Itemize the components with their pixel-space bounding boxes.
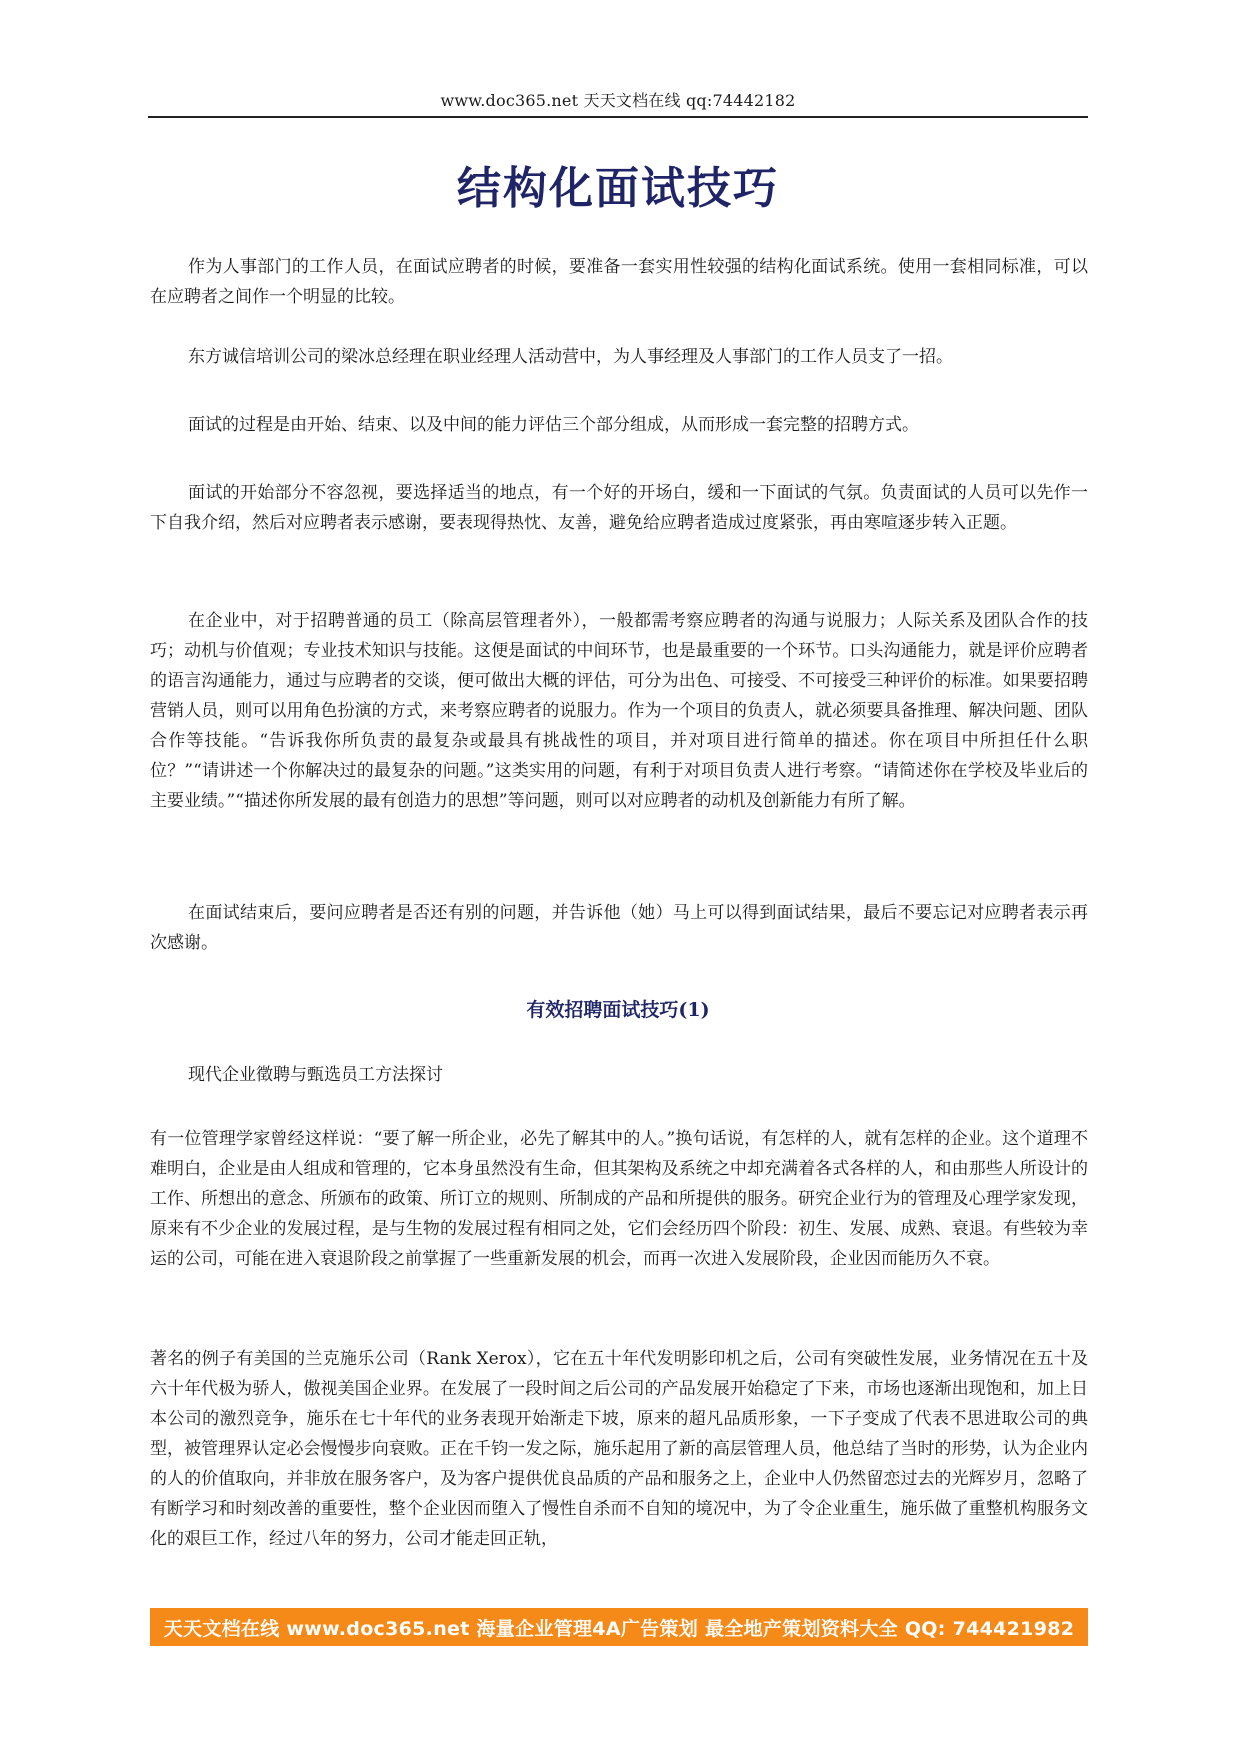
paragraph-management: 有一位管理学家曾经这样说：“要了解一所企业，必先了解其中的人。”换句话说，有怎样的人，就有怎样的企业。这个道理不难明白，企业是由人组成和管理的，它本身虽然没有生命，但其架构及系统之中却充满着各式各样的人，和由那些人所设计的工作、所想出的意念、所颁布的政策、所订立的规则、所制成的产品和所提供的服务。研究企业行为的管理及心理学家发现，原来有不少企业的发展过程，是与生物的发展过程有相同之处，它们会经历四个阶段：初生、发展、成熟、衰退。有些较为幸运的公司，可能在进入衰退阶段之前掌握了一些重新发展的机会，而再一次进入发展阶段，企业因而能历久不衰。: [150, 1129, 1088, 1269]
paragraph-trainer: 东方诚信培训公司的梁冰总经理在职业经理人活动营中，为人事经理及人事部门的工作人员支了一招。: [188, 347, 953, 367]
paragraph-opening: 面试的开始部分不容忽视，要选择适当的地点，有一个好的开场白，缓和一下面试的气氛。负责面试的人员可以先作一下自我介绍，然后对应聘者表示感谢，要表现得热忱、友善，避免给应聘者造成过度紧张，再由寒喧逐步转入正题。: [150, 483, 1088, 533]
paragraph-intro: 作为人事部门的工作人员，在面试应聘者的时候，要准备一套实用性较强的结构化面试系统。使用一套相同标准，可以在应聘者之间作一个明显的比较。: [150, 257, 1088, 307]
paragraph-middle: 在企业中，对于招聘普通的员工（除高层管理者外），一般都需考察应聘者的沟通与说服力；人际关系及团队合作的技巧；动机与价值观；专业技术知识与技能。这便是面试的中间环节，也是最重要的一个环节。口头沟通能力，就是评价应聘者的语言沟通能力，通过与应聘者的交谈，便可做出大概的评估，可分为出色、可接受、不可接受三种评价的标准。如果要招聘营销人员，则可以用角色扮演的方式，来考察应聘者的说服力。作为一个项目的负责人，就必须要具备推理、解决问题、团队合作等技能。“告诉我你所负责的最复杂或最具有挑战性的项目，并对项目进行简单的描述。你在项目中所担任什么职位？”“请讲述一个你解决过的最复杂的问题。”这类实用的问题，有利于对项目负责人进行考察。“请简述你在学校及毕业后的主要业绩。”“描述你所发展的最有创造力的思想”等问题，则可以对应聘者的动机及创新能力有所了解。: [150, 611, 1088, 811]
paragraph-closing: 在面试结束后，要问应聘者是否还有别的问题，并告诉他（她）马上可以得到面试结果，最后不要忘记对应聘者表示再次感谢。: [150, 903, 1088, 953]
header-rule: [148, 116, 1088, 118]
footer-banner-text: 天天文档在线 www.doc365.net 海量企业管理4A广告策划 最全地产策划资料大全 QQ: 744421982: [163, 1617, 1075, 1640]
paragraph-xerox: 著名的例子有美国的兰克施乐公司（Rank Xerox），它在五十年代发明影印机之后，公司有突破性发展，业务情况在五十及六十年代极为骄人，傲视美国企业界。在发展了一段时间之后公司的产品发展开始稳定了下来，市场也逐渐出现饱和，加上日本公司的激烈竞争，施乐在七十年代的业务表现开始渐走下坡，原来的超凡品质形象，一下子变成了代表不思进取公司的典型，被管理界认定必会慢慢步向衰败。正在千钧一发之际，施乐起用了新的高层管理人员，他总结了当时的形势，认为企业内的人的价值取向，并非放在服务客户，及为客户提供优良品质的产品和服务之上，企业中人仍然留恋过去的光辉岁月，忽略了有断学习和时刻改善的重要性，整个企业因而堕入了慢性自杀而不自知的境况中，为了令企业重生，施乐做了重整机构服务文化的艰巨工作，经过八年的努力，公司才能走回正轨，: [150, 1349, 1088, 1549]
section-title: 有效招聘面试技巧(1): [526, 999, 710, 1021]
page-header: www.doc365.net 天天文档在线 qq:74442182: [440, 91, 796, 110]
section-subtitle: 现代企业徵聘与甄选员工方法探讨: [188, 1065, 443, 1085]
document-title: 结构化面试技巧: [457, 163, 779, 214]
paragraph-process: 面试的过程是由开始、结束、以及中间的能力评估三个部分组成，从而形成一套完整的招聘方式。: [188, 415, 919, 435]
footer-ad-banner[interactable]: [150, 1608, 1088, 1646]
